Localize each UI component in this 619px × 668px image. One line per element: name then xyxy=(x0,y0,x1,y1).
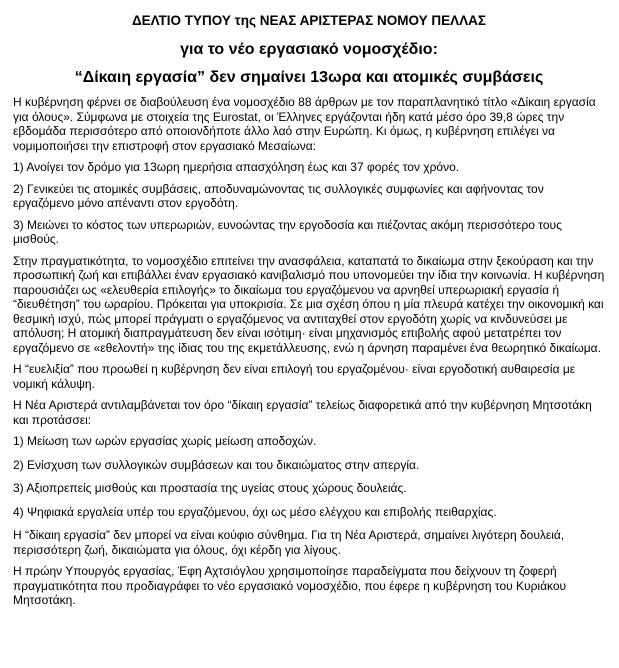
proposal-item-3: 3) Αξιοπρεπείς μισθούς και προστασία της υγείας στους χώρους δουλειάς. xyxy=(13,481,407,495)
subject-line: για το νέο εργασιακό νομοσχέδιο: xyxy=(180,41,438,58)
press-release-heading: ΔΕΛΤΙΟ ΤΥΠΟΥ της ΝΕΑΣ ΑΡΙΣΤΕΡΑΣ ΝΟΜΟΥ ΠΕΛΛΑΣ xyxy=(131,13,487,28)
paragraph-flexibility: Η “ευελιξία” που προωθεί η κυβέρνηση δεν είναι επιλογή του εργαζομένου· είναι εργοδοτική αυθαιρεσία με νομική κάλυψη. xyxy=(13,362,576,391)
proposal-item-2: 2) Ενίσχυση των συλλογικών συμβάσεων και του δικαιώματος στην απεργία. xyxy=(13,457,420,472)
list-item-2: 2) Γενικεύει τις ατομικές συμβάσεις, αποδυναμώνοντας τις συλλογικές συμφωνίες και αφήνοντας τον εργαζόμενο μόνο απέναντι στον εργοδότη. xyxy=(13,181,544,210)
paragraph-conclusion: Η “δίκαιη εργασία” δεν μπορεί να είναι κούφιο σύνθημα. Για τη Νέα Αριστερά, σημαίνει λιγότερη δουλειά, περισσότερη ζωή, δικαιώματα για όλους, όχι κέρδη για λίγους. xyxy=(13,528,565,557)
headline: “Δίκαιη εργασία” δεν σημαίνει 13ωρα και ατομικές συμβάσεις xyxy=(74,69,544,86)
list-item-3: 3) Μειώνει το κόστος των υπερωριών, ευνοώντας την εργοδοσία και πιέζοντας ακόμη περισσότερο τους μισθούς. xyxy=(13,217,562,246)
proposal-item-1: 1) Μείωση των ωρών εργασίας χωρίς μείωση αποδοχών. xyxy=(13,434,317,448)
list-item-1: 1) Ανοίγει τον δρόμο για 13ωρη ημερήσια απασχόληση έως και 37 φορές τον χρόνο. xyxy=(13,160,460,174)
paragraph-proposals-intro: Η Νέα Αριστερά αντιλαμβάνεται τον όρο “δίκαιη εργασία” τελείως διαφορετικά από την κυβέρνηση Μητσοτάκη και προτάσσει: xyxy=(13,398,592,427)
paragraph-analysis: Στην πραγματικότητα, το νομοσχέδιο επιτείνει την ανασφάλεια, καταπατά το δικαίωμα στην ξεκούραση και την προσωπική ζωή και επιβάλλει έναν εργασιακό κανιβαλισμό που υπονομεύει την ίδια την κοινωνία. Η κυβέρνηση παρουσιάζει ως «ελευθερία επιλογής» το δικαίωμα του εργαζόμενου να αρνηθεί υπερωριακή εργασία ή “διευθέτηση” του ωραρίου. Πρόκειται για υποκρισία. Σε μια σχέση όπου η μία πλευρά κατέχει την οικονομική και θεσμική ισχύ, πώς μπορεί πράγματι ο εργαζόμενος να αντιταχθεί στον εργοδότη χωρίς να κινδυνεύσει με απόλυση; Η ατομική διαπραγμάτευση δεν είναι ισότιμη· είναι μηχανισμός επιβολής αφού μετατρέπει τον εργαζόμενο σε «εθελοντή» της ίδιας του της εκμετάλλευσης, ενώ η άρνηση παραμένει ένα θεωρητικό δικαίωμα. xyxy=(13,253,605,355)
paragraph-intro: Η κυβέρνηση φέρνει σε διαβούλευση ένα νομοσχέδιο 88 άρθρων με τον παραπλανητικό τίτλο «Δίκαιη εργασία για όλους». Σύμφωνα με στοιχεία της Eurostat, οι Έλληνες εργάζονται ήδη κατά μέσο όρο 39,8 ώρες την εβδομάδα περισσότερο από οποιονδήποτε άλλο λαό στην Ευρώπη. Κι όμως, η κυβέρνηση επιλέγει να νομιμοποιήσει την επιστροφή στον εργασιακό Μεσαίωνα: xyxy=(13,95,596,153)
proposal-item-4: 4) Ψηφιακά εργαλεία υπέρ του εργαζόμενου, όχι ως μέσο ελέγχου και επιβολής πειθαρχίας. xyxy=(13,504,497,519)
paragraph-achtsioglou: Η πρώην Υπουργός εργασίας, Έφη Αχτσιόγλου χρησιμοποίησε παραδείγματα που δείχνουν τη ζοφερή πραγματικότητα που προδιαγράφει το νέο εργασιακό νομοσχέδιο, που έφερε η κυβέρνηση του Κυριάκου Μητσοτάκη. xyxy=(13,564,567,607)
